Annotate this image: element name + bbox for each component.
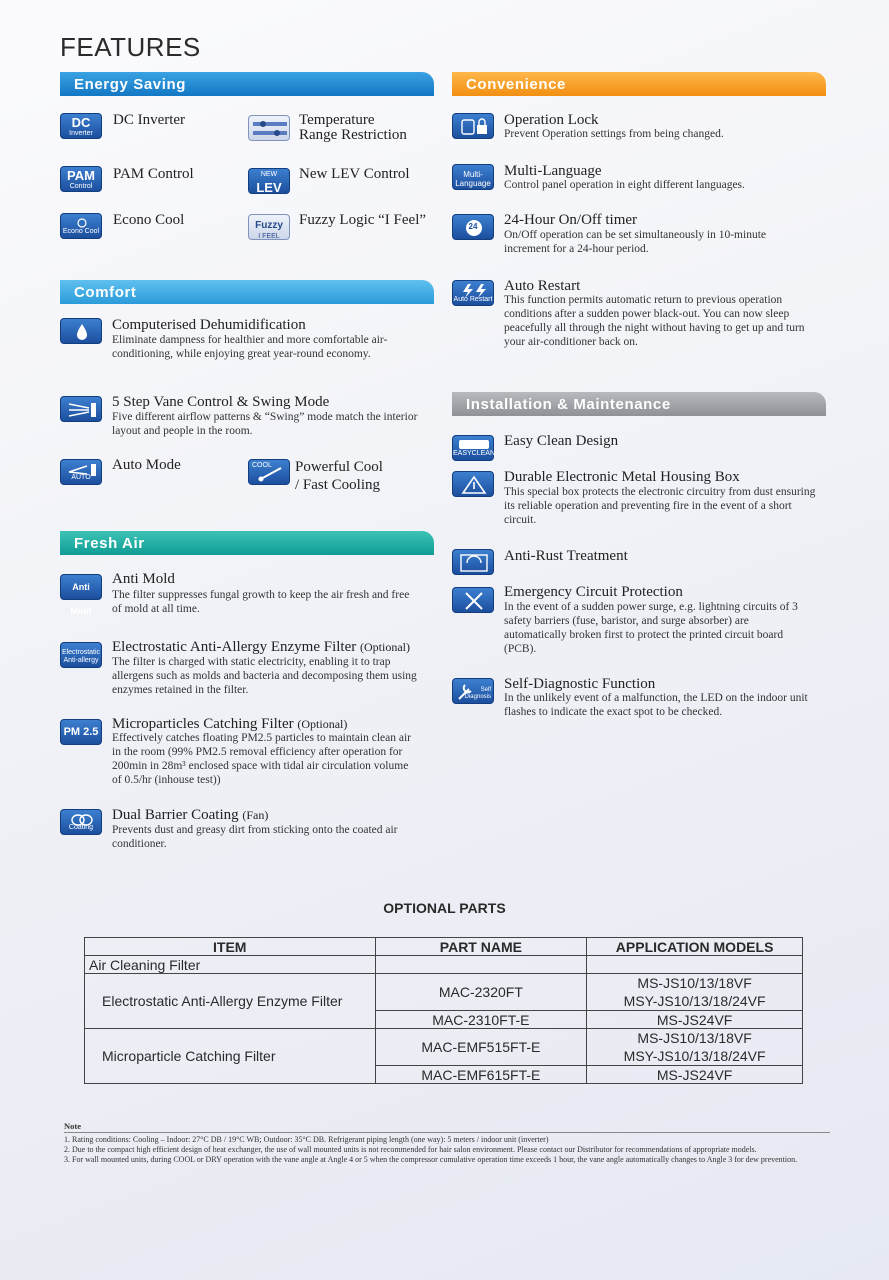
self-diagnostic-desc: In the unlikely event of a malfunction, the LED on the indoor unit flashes to indicate the exact spot to be checked. (504, 692, 808, 718)
note-3: 3. For wall mounted units, during COOL or DRY operation with the vane angle at Angle 4 or 5 when the compressor cumulative operation time exceeds 1 hour, the vane angle automatically changes to Angle 3 for dew prevention. (64, 1155, 798, 1164)
powerful-cool-icon: COOL (248, 459, 290, 485)
timer-title: 24-Hour On/Off timer (504, 212, 638, 228)
item-cell: Electrostatic Anti-Allergy Enzyme Filter (85, 974, 376, 1029)
microparticles-filter-name: Microparticles Catching Filter (112, 716, 294, 732)
econo-cool-icon: Econo Cool (60, 213, 102, 239)
easy-clean-icon: EASYCLEAN (452, 435, 494, 461)
new-lev-title: New LEV Control (299, 166, 410, 182)
auto-restart-desc: This function permits automatic return to previous operation conditions after a sudden power black-out. You can now sleep peacefully all through the night without having to get up and turn your air-conditioner back on. (504, 294, 805, 348)
microparticles-filter-title (112, 716, 347, 732)
microparticles-filter-desc: Effectively catches floating PM2.5 particles to maintain clean air in the room (99% PM2.5 removal efficiency after operation for 200min in 28m³ enclosed space with tidal air circulation volume of 0.5/hr (inhouse test)) (112, 732, 411, 786)
model-line: MS-JS10/13/18VF (637, 1030, 752, 1046)
model-line: MSY-JS10/13/18/24VF (623, 1048, 766, 1064)
fuzzy-logic-title: Fuzzy Logic “I Feel” (299, 212, 427, 228)
page-title: FEATURES (60, 32, 201, 62)
anti-mold-icon: Anti Mold (60, 574, 102, 600)
optional-parts-title: OPTIONAL PARTS (383, 900, 506, 916)
header-application-models: APPLICATION MODELS (587, 938, 803, 956)
emergency-circuit-title: Emergency Circuit Protection (504, 584, 683, 600)
pm25-icon: PM 2.5 (60, 719, 102, 745)
operation-lock-desc: Prevent Operation settings from being changed. (504, 128, 724, 140)
auto-mode-title: Auto Mode (112, 457, 181, 473)
note-1: 1. Rating conditions: Cooling – Indoor: 27°C DB / 19°C WB; Outdoor: 35°C DB. Refrigerant piping length (one way): 5 meters / indoor unit (inverter) (64, 1135, 549, 1144)
vane-swing-icon (60, 396, 102, 422)
electrostatic-filter-icon: Electrostatic Anti-allergy (60, 642, 102, 668)
microparticles-filter-optional: (Optional) (297, 717, 348, 731)
pam-control-icon: PAM Control (60, 166, 102, 192)
notes-section (64, 1121, 830, 1165)
anti-mold-desc: The filter suppresses fungal growth to keep the air fresh and free of mold at all time. (112, 589, 410, 615)
self-diagnosis-icon: Self Diagnosis (452, 678, 494, 704)
notes-heading: Note (64, 1121, 81, 1131)
header-part-name: PART NAME (375, 938, 587, 956)
item-cell: Microparticle Catching Filter (85, 1029, 376, 1084)
temperature-range-title-2: Range Restriction (299, 127, 407, 143)
auto-restart-title: Auto Restart (504, 278, 581, 294)
multi-language-icon: Multi- Language (452, 164, 494, 190)
water-drop-icon (60, 318, 102, 344)
electrostatic-filter-title (112, 639, 410, 655)
part-name-cell: MAC-EMF615FT-E (375, 1066, 587, 1084)
section-comfort: Comfort (60, 280, 434, 304)
anti-mold-title: Anti Mold (112, 571, 175, 587)
table-row (85, 1029, 803, 1066)
models-cell (587, 1029, 803, 1066)
section-fresh-air: Fresh Air (60, 531, 434, 555)
models-cell: MS-JS24VF (587, 1011, 803, 1029)
dual-barrier-coating-name: Dual Barrier Coating (112, 807, 239, 823)
note-2: 2. Due to the compact high efficient design of heat exchanger, the use of wall mounted units is not recommended for hair salon environment. Please contact our Distributor for recommendations of appropriate models. (64, 1145, 757, 1154)
electrostatic-filter-name: Electrostatic Anti-Allergy Enzyme Filter (112, 639, 357, 655)
multi-language-title: Multi-Language (504, 163, 602, 179)
emergency-circuit-desc: In the event of a sudden power surge, e.g. lightning circuits of 3 safety barriers (fuse, baristor, and surge absorber) are automatically broken first to protect the printed circuit board (PCB). (504, 601, 798, 655)
section-energy-saving: Energy Saving (60, 72, 434, 96)
metal-housing-title: Durable Electronic Metal Housing Box (504, 469, 740, 485)
notes-divider (64, 1132, 830, 1133)
part-name-cell: MAC-EMF515FT-E (375, 1029, 587, 1066)
metal-housing-desc: This special box protects the electronic circuitry from dust ensuring its reliable operation and preventing fire in the event of a short circuit. (504, 486, 816, 526)
temperature-range-title-1: Temperature (299, 112, 375, 128)
models-cell: MS-JS24VF (587, 1066, 803, 1084)
new-lev-icon: NEW LEV (248, 168, 290, 194)
section-installation-maintenance: Installation & Maintenance (452, 392, 826, 416)
electrostatic-filter-optional: (Optional) (360, 640, 410, 654)
emergency-circuit-icon (452, 587, 494, 613)
model-line: MSY-JS10/13/18/24VF (623, 993, 766, 1009)
category-cell: Air Cleaning Filter (85, 956, 376, 974)
model-line: MS-JS10/13/18VF (637, 975, 752, 991)
vane-control-title: 5 Step Vane Control & Swing Mode (112, 394, 330, 410)
timer-desc: On/Off operation can be set simultaneously in 10-minute increment for a 24-hour period. (504, 229, 766, 255)
anti-rust-icon (452, 549, 494, 575)
temperature-range-icon (248, 115, 290, 141)
self-diagnostic-title: Self-Diagnostic Function (504, 676, 656, 692)
anti-rust-title: Anti-Rust Treatment (504, 548, 628, 564)
auto-restart-icon: Auto Restart (452, 280, 494, 306)
dual-barrier-coating-title (112, 807, 268, 823)
electrostatic-filter-desc: The filter is charged with static electricity, enabling it to trap allergens such as molds and bacteria and decomposing them using enzymes retained in the filter. (112, 656, 417, 696)
section-convenience: Convenience (452, 72, 826, 96)
easy-clean-title: Easy Clean Design (504, 433, 619, 449)
operation-lock-icon (452, 113, 494, 139)
operation-lock-title: Operation Lock (504, 112, 599, 128)
table-header-row (85, 938, 803, 956)
pam-control-title: PAM Control (113, 166, 194, 182)
fuzzy-logic-icon: Fuzzy I FEEL (248, 214, 290, 240)
dc-inverter-icon: DC Inverter (60, 113, 102, 139)
dual-barrier-coating-desc: Prevents dust and greasy dirt from sticking onto the coated air conditioner. (112, 824, 398, 850)
table-row (85, 956, 803, 974)
multi-language-desc: Control panel operation in eight different languages. (504, 179, 745, 191)
dual-barrier-coating-optional: (Fan) (242, 808, 269, 822)
powerful-cool-title-1: Powerful Cool (295, 459, 383, 475)
dual-barrier-coating-icon: Coating (60, 809, 102, 835)
part-name-cell: MAC-2320FT (375, 974, 587, 1011)
dc-inverter-title: DC Inverter (113, 112, 186, 128)
auto-mode-icon: AUTO (60, 459, 102, 485)
part-name-cell: MAC-2310FT-E (375, 1011, 587, 1029)
vane-control-desc: Five different airflow patterns & “Swing” mode match the interior layout and people in the room. (112, 411, 418, 437)
dehumidification-desc: Eliminate dampness for healthier and more comfortable air-conditioning, while enjoying great year-round economy. (112, 334, 388, 360)
timer-icon: 24 (452, 214, 494, 240)
powerful-cool-title-2: / Fast Cooling (295, 477, 381, 493)
models-cell (587, 974, 803, 1011)
header-item: ITEM (85, 938, 376, 956)
optional-parts-table (84, 937, 803, 1084)
metal-housing-icon (452, 471, 494, 497)
dehumidification-title: Computerised Dehumidification (112, 317, 306, 333)
econo-cool-title: Econo Cool (113, 212, 185, 228)
table-row (85, 974, 803, 1011)
